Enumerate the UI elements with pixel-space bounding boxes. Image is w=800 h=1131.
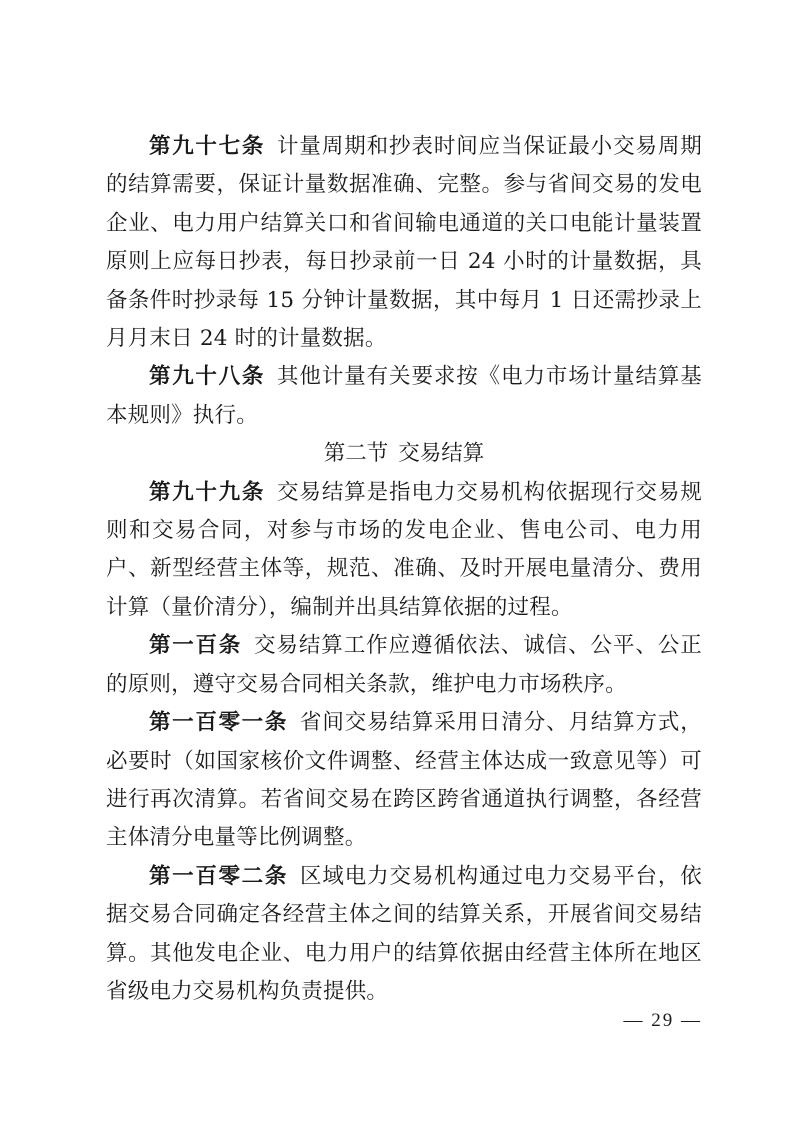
article-text: 交易结算是指电力交易机构依据现行交易规则和交易合同，对参与市场的发电企业、售电公司、电力用户、新型经营主体等，规范、准确、及时开展电量清分、费用计算（量价清分），编制并出具结算依据的过程。 xyxy=(106,479,702,620)
article-99 xyxy=(106,474,702,628)
article-text: 区域电力交易机构通过电力交易平台，依据交易合同确定各经营主体之间的结算关系，开展省间交易结算。其他发电企业、电力用户的结算依据由经营主体所在地区省级电力交易机构负责提供。 xyxy=(106,863,702,1004)
article-101 xyxy=(106,704,702,858)
article-text: 省间交易结算采用日清分、月结算方式，必要时（如国家核价文件调整、经营主体达成一致意见等）可进行再次清算。若省间交易在跨区跨省通道执行调整，各经营主体清分电量等比例调整。 xyxy=(106,710,702,851)
article-text: 交易结算工作应遵循依法、诚信、公平、公正的原则，遵守交易合同相关条款，维护电力市场秩序。 xyxy=(106,633,702,697)
article-98 xyxy=(106,358,702,435)
section-heading xyxy=(106,435,702,473)
article-number: 第九十八条 xyxy=(149,364,266,390)
article-text: 其他计量有关要求按《电力市场计量结算基本规则》执行。 xyxy=(106,364,702,428)
article-97 xyxy=(106,128,702,358)
section-title-text: 交易结算 xyxy=(398,441,485,467)
page-number: — 29 — xyxy=(623,1010,702,1031)
section-number: 第二节 xyxy=(323,441,389,467)
article-text: 计量周期和抄表时间应当保证最小交易周期的结算需要，保证计量数据准确、完整。参与省间交易的发电企业、电力用户结算关口和省间输电通道的关口电能计量装置原则上应每日抄表，每日抄录前一日 24 小时的计量数据，具备条件时抄录每 15 分钟计量数据，其中每月 1 日还需抄录上月月末日 24 时的计量数据。 xyxy=(106,134,702,352)
article-100 xyxy=(106,627,702,704)
article-number: 第一百零二条 xyxy=(149,863,289,889)
article-number: 第一百零一条 xyxy=(149,710,289,736)
article-number: 第一百条 xyxy=(149,633,242,659)
article-number: 第九十七条 xyxy=(149,134,266,159)
article-number: 第九十九条 xyxy=(149,479,266,505)
document-page xyxy=(106,128,702,1011)
article-102 xyxy=(106,858,702,1012)
